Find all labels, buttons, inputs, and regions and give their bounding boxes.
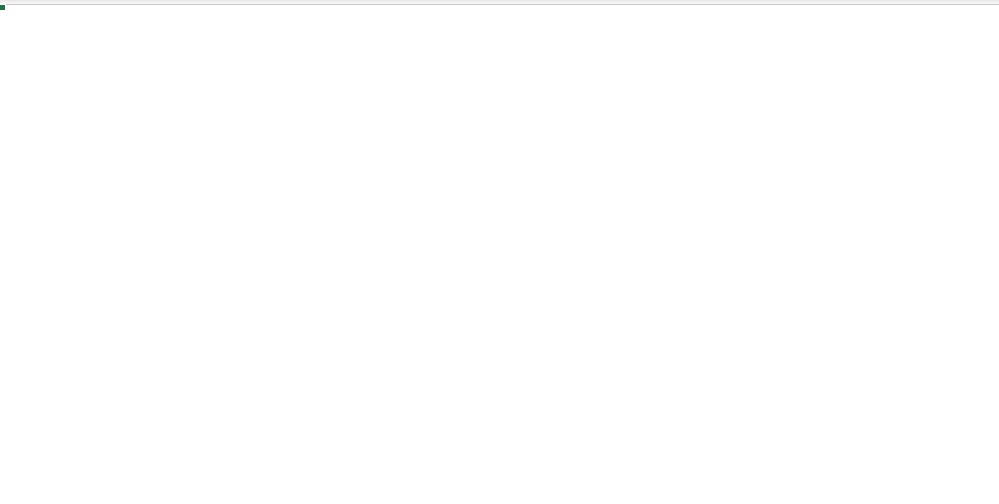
fill-handle[interactable] [0, 4, 6, 11]
selected-cell-outline [0, 5, 4, 9]
formula-bar-edge [0, 0, 999, 5]
